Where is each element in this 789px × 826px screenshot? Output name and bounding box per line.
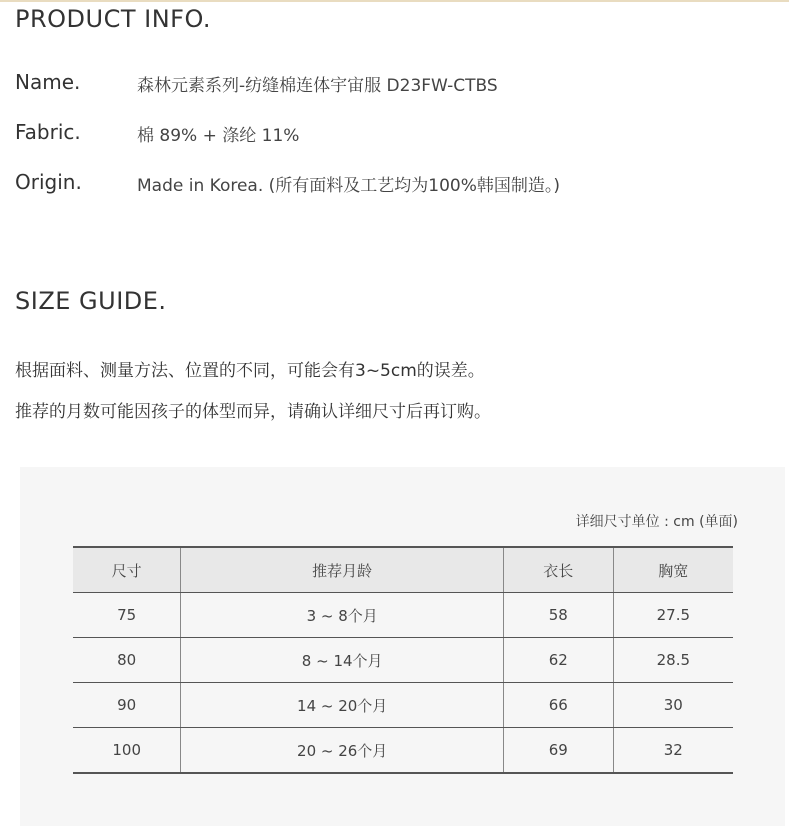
col-chest: 胸宽 [613,547,733,593]
origin-label: Origin. [15,170,82,194]
table-row [73,683,733,728]
cell-chest: 27.5 [613,593,733,638]
col-length: 衣长 [504,547,614,593]
cell-size: 90 [73,683,181,728]
cell-length: 66 [504,683,614,728]
cell-age: 20 ~ 26个月 [181,728,504,774]
cell-length: 58 [504,593,614,638]
col-age: 推荐月龄 [181,547,504,593]
cell-size: 75 [73,593,181,638]
cell-size: 100 [73,728,181,774]
name-label: Name. [15,70,81,94]
unit-note: 详细尺寸单位 : cm (单面) [575,514,738,530]
cell-age: 3 ~ 8个月 [181,593,504,638]
size-note-1: 根据面料、测量方法、位置的不同，可能会有3~5cm的误差。 [15,361,485,381]
fabric-value: 棉 89% + 涤纶 11% [137,126,300,146]
col-size: 尺寸 [73,547,181,593]
product-info-heading: PRODUCT INFO. [15,5,212,33]
cell-length: 69 [504,728,614,774]
cell-length: 62 [504,638,614,683]
cell-chest: 32 [613,728,733,774]
size-guide-heading: SIZE GUIDE. [15,287,167,315]
cell-age: 8 ~ 14个月 [181,638,504,683]
size-note-2: 推荐的月数可能因孩子的体型而异，请确认详细尺寸后再订购。 [15,402,491,422]
name-value: 森林元素系列-纺缝棉连体宇宙服 D23FW-CTBS [137,76,498,96]
cell-chest: 30 [613,683,733,728]
origin-value: Made in Korea. (所有面料及工艺均为100%韩国制造。) [137,176,561,196]
table-header-row [73,547,733,593]
cell-chest: 28.5 [613,638,733,683]
fabric-label: Fabric. [15,120,81,144]
table-row [73,638,733,683]
size-table [73,546,733,774]
cell-size: 80 [73,638,181,683]
table-row [73,728,733,774]
table-row [73,593,733,638]
cell-age: 14 ~ 20个月 [181,683,504,728]
top-divider [0,0,789,2]
